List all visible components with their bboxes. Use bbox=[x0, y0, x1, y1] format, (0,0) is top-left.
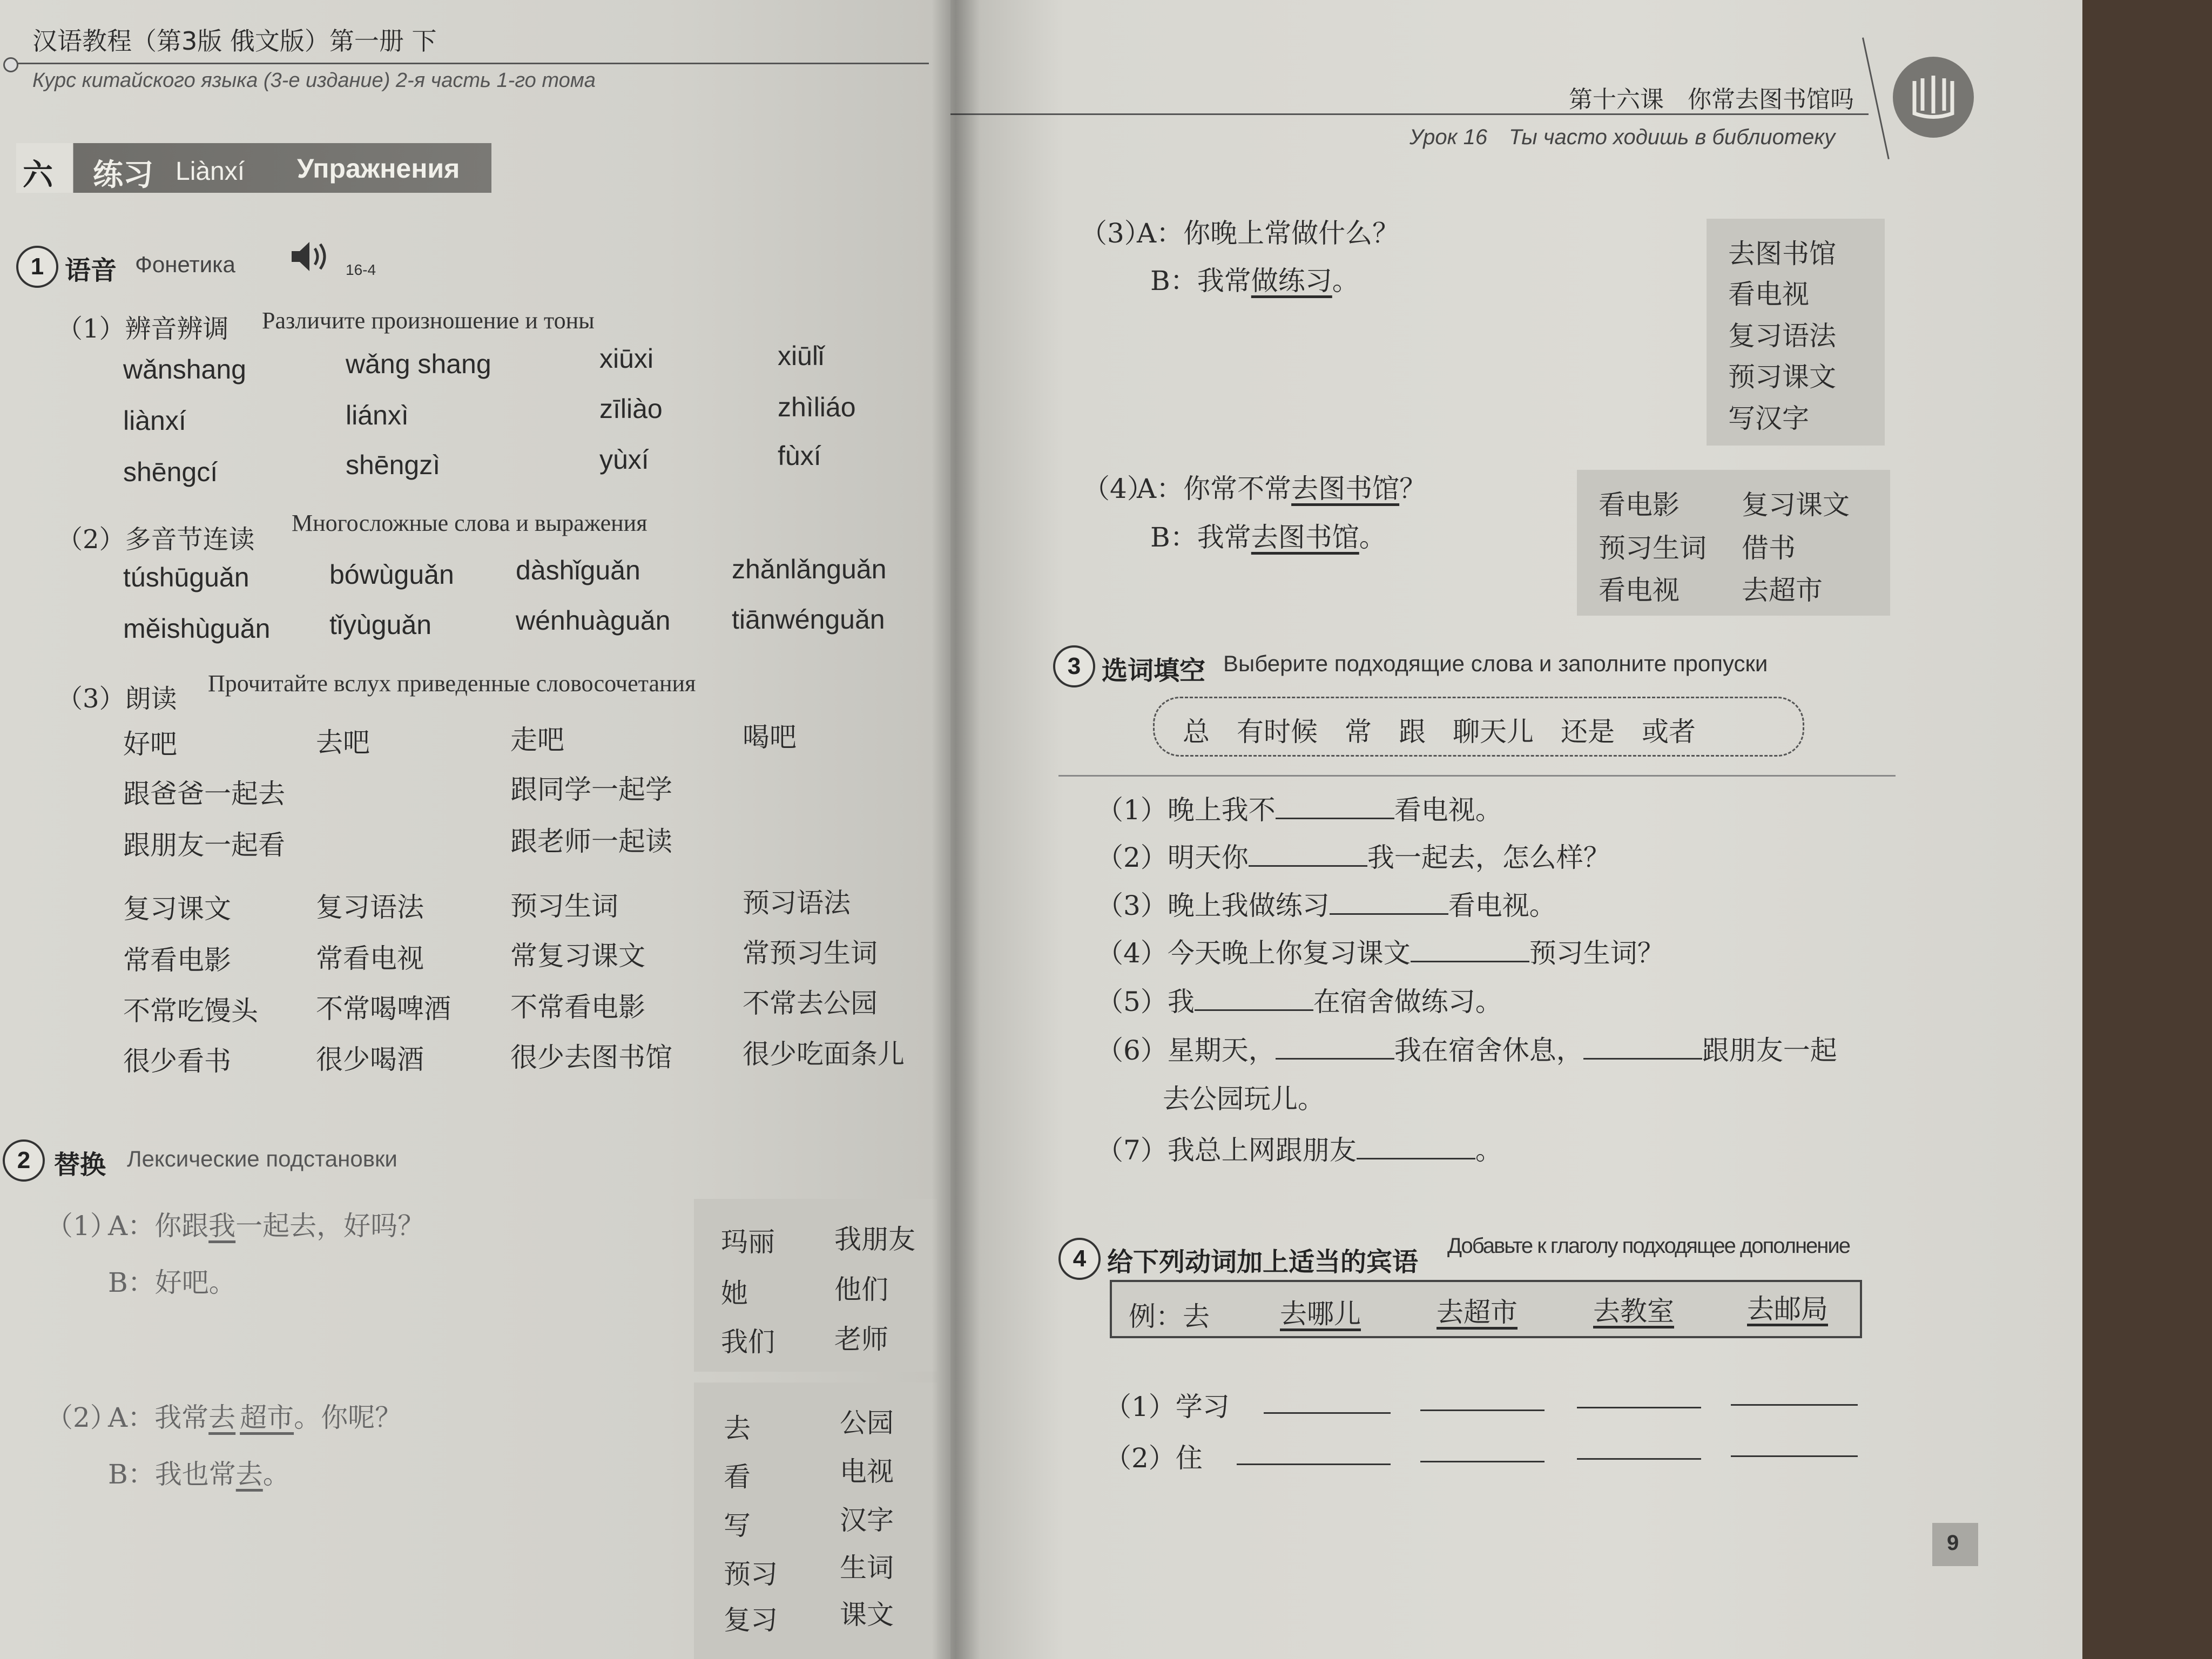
q3-box-4: 预习课文 bbox=[1728, 361, 1836, 393]
q3-box-3: 复习语法 bbox=[1728, 320, 1836, 352]
pinyin-5-2: tǐyùguǎn bbox=[329, 610, 432, 640]
pinyin-4-2: bówùguǎn bbox=[329, 559, 454, 590]
ex1-1-label: （1）辨音辨调 bbox=[57, 314, 229, 344]
grid-4-2: 很少喝酒 bbox=[316, 1044, 424, 1075]
q3-b bbox=[1150, 259, 1359, 298]
phrase-row1-3: 走吧 bbox=[510, 724, 564, 756]
phrase-pair1-1: 跟爸爸一起去 bbox=[123, 778, 285, 810]
example-item-1: 去哪儿 bbox=[1280, 1298, 1361, 1330]
ex2-2-box-2-1: 看 bbox=[724, 1461, 751, 1493]
fill-item-6: （6）星期天， 我在宿舍休息， 跟朋友一起 bbox=[1096, 1035, 1837, 1066]
q3-label: （3） bbox=[1080, 218, 1151, 249]
pinyin-5-1: měishùguǎn bbox=[123, 613, 271, 644]
ex2-2-b-post: 。 bbox=[262, 1459, 290, 1490]
section-pinyin: Liànxí bbox=[176, 157, 245, 186]
pinyin-3-2: shēngzì bbox=[346, 450, 441, 480]
example-item-4: 去邮局 bbox=[1747, 1293, 1828, 1325]
pinyin-1-1: wǎnshang bbox=[123, 354, 246, 385]
audio-track: 16-4 bbox=[346, 261, 376, 278]
pinyin-2-2: liánxì bbox=[346, 400, 409, 430]
fill-item-2: （2）明天你 我一起去，怎么样？ bbox=[1096, 842, 1610, 873]
ex2-2-a-pre: A：我常 bbox=[108, 1402, 209, 1433]
fill-item-7: （7）我总上网跟朋友 。 bbox=[1096, 1135, 1502, 1166]
fill-blank-7[interactable] bbox=[1357, 1136, 1475, 1159]
pinyin-2-1: liànxí bbox=[123, 406, 186, 436]
ex2-2-box-1-2: 公园 bbox=[840, 1407, 894, 1439]
exercise-3-title-cn: 选词填空 bbox=[1102, 656, 1206, 686]
fill-blank-1[interactable] bbox=[1276, 796, 1394, 819]
q4-box-3-2: 去超市 bbox=[1742, 575, 1823, 606]
grid-4-4: 很少吃面条儿 bbox=[743, 1038, 905, 1070]
header-rule bbox=[11, 63, 929, 64]
book-logo-icon bbox=[1893, 57, 1974, 138]
fill-item-3: （3）晚上我做练习 看电视。 bbox=[1096, 890, 1556, 921]
phrase-pair1-2: 跟同学一起学 bbox=[510, 774, 672, 805]
ex2-2-a-post: 。你呢？ bbox=[294, 1402, 402, 1433]
grid-3-4: 不常去公园 bbox=[743, 988, 878, 1019]
section-number: 六 bbox=[23, 158, 53, 193]
ex4-2-blank-4[interactable] bbox=[1731, 1455, 1858, 1457]
ex2-2-b bbox=[108, 1453, 290, 1492]
ex4-1-blank-3[interactable] bbox=[1577, 1407, 1701, 1408]
exercise-1-title-cn: 语音 bbox=[65, 255, 117, 286]
header-dot bbox=[3, 57, 18, 72]
exercise-2-title-cn: 替换 bbox=[54, 1150, 106, 1180]
right-header-slash bbox=[1862, 37, 1890, 159]
ex2-2-box-4-2: 生词 bbox=[840, 1552, 894, 1583]
pinyin-4-4: zhǎnlǎnguǎn bbox=[732, 554, 887, 584]
section-ru: Упражнения bbox=[297, 153, 460, 184]
ex2-1-box-1-1: 玛丽 bbox=[721, 1226, 775, 1258]
q4-b-post: 。 bbox=[1359, 522, 1386, 553]
ex3-rule bbox=[1058, 775, 1896, 777]
pinyin-1-2: wǎng shang bbox=[346, 349, 491, 379]
q4-box-2-2: 借书 bbox=[1742, 532, 1796, 564]
ex4-2-blank-3[interactable] bbox=[1577, 1458, 1701, 1460]
phrase-row1-2: 去吧 bbox=[316, 727, 370, 758]
section-cn: 练习 bbox=[93, 158, 153, 193]
fill-blank-6a[interactable] bbox=[1276, 1036, 1394, 1060]
word-bank-words: 总 有时候 常 跟 聊天儿 还是 或者 bbox=[1183, 716, 1696, 747]
grid-1-3: 预习生词 bbox=[510, 891, 618, 922]
exercise-2-title-ru: Лексические подстановки bbox=[127, 1146, 397, 1171]
exercise-4-title-cn: 给下列动词加上适当的宾语 bbox=[1107, 1247, 1419, 1277]
ex2-1-box-3-1: 我们 bbox=[721, 1326, 775, 1358]
ex4-2-blank-1[interactable] bbox=[1237, 1464, 1391, 1465]
fill-item-6-continued: 去公园玩儿。 bbox=[1163, 1083, 1325, 1115]
exercise-2-number: 2 bbox=[3, 1139, 45, 1182]
fill-blank-3[interactable] bbox=[1330, 892, 1448, 915]
ex2-2-box-3-2: 汉字 bbox=[840, 1505, 894, 1536]
pinyin-3-1: shēngcí bbox=[123, 457, 218, 487]
grid-2-4: 常预习生词 bbox=[743, 938, 878, 969]
fill-item-1: （1）晚上我不 看电视。 bbox=[1096, 794, 1502, 826]
example-label: 例：去 bbox=[1129, 1301, 1210, 1332]
page-number: 9 bbox=[1947, 1531, 1959, 1555]
grid-4-1: 很少看书 bbox=[123, 1046, 231, 1077]
left-header-cn: 汉语教程（第3版 俄文版）第一册 下 bbox=[32, 26, 437, 56]
right-header-ru: Урок 16 Ты часто ходишь в библиотеку bbox=[1410, 125, 1836, 149]
exercise-4-title-ru: Добавьте к глаголу подходящее дополнение bbox=[1447, 1234, 1850, 1258]
ex2-1-box-2-1: 她 bbox=[721, 1278, 748, 1309]
exercise-4-number: 4 bbox=[1058, 1238, 1101, 1280]
speaker-icon bbox=[289, 238, 338, 275]
q3-b-underlined: 做练习 bbox=[1251, 265, 1332, 296]
fill-item-4: （4）今天晚上你复习课文 预习生词？ bbox=[1096, 938, 1664, 969]
exercise-1-number: 1 bbox=[16, 246, 58, 288]
ex2-1-label: （1） bbox=[46, 1210, 117, 1242]
ex4-1-blank-4[interactable] bbox=[1731, 1404, 1858, 1406]
phrase-row1-4: 喝吧 bbox=[743, 721, 797, 753]
ex2-2-box-4-1: 预习 bbox=[724, 1559, 778, 1590]
example-item-2: 去超市 bbox=[1437, 1297, 1518, 1328]
grid-3-2: 不常喝啤酒 bbox=[316, 993, 451, 1024]
q3-box-2: 看电视 bbox=[1728, 279, 1809, 310]
grid-1-1: 复习课文 bbox=[123, 893, 231, 925]
ex2-2-b-underlined: 去 bbox=[235, 1459, 263, 1490]
q3-a: A：你晚上常做什么？ bbox=[1137, 218, 1400, 249]
q4-box-2-1: 预习生词 bbox=[1599, 532, 1707, 564]
q4-box-3-1: 看电视 bbox=[1599, 575, 1680, 606]
q4-a bbox=[1137, 467, 1426, 506]
ex2-1-b: B：好吧。 bbox=[108, 1267, 236, 1298]
q4-b-underlined: 去图书馆 bbox=[1251, 522, 1359, 553]
ex1-1-ru: Различите произношение и тоны bbox=[262, 307, 595, 334]
exercise-3-number: 3 bbox=[1053, 645, 1095, 687]
ex2-2-b-pre: B：我也常 bbox=[108, 1459, 236, 1490]
ex1-3-ru: Прочитайте вслух приведенные словосочетания bbox=[208, 670, 696, 697]
exercise-1-title-ru: Фонетика bbox=[135, 252, 235, 277]
q3-box-5: 写汉字 bbox=[1728, 403, 1809, 434]
ex2-2-box-5-2: 课文 bbox=[840, 1599, 894, 1630]
fill-blank-2[interactable] bbox=[1249, 844, 1367, 867]
q4-a-post: ？ bbox=[1399, 473, 1427, 504]
fill-item-5: （5）我 在宿舍做练习。 bbox=[1096, 986, 1502, 1017]
book-gutter-shadow bbox=[932, 0, 980, 1659]
right-page bbox=[950, 0, 2082, 1659]
ex2-1-a bbox=[108, 1204, 424, 1243]
pinyin-1-3: xiūxi bbox=[599, 343, 654, 374]
pinyin-2-3: zīliào bbox=[599, 394, 663, 424]
ex4-item-1: （1）学习 bbox=[1104, 1391, 1230, 1422]
fill-blank-6b[interactable] bbox=[1583, 1036, 1702, 1060]
pinyin-3-3: yùxí bbox=[599, 444, 649, 475]
ex2-1-box-1-2: 我朋友 bbox=[834, 1224, 915, 1255]
example-item-3: 去教室 bbox=[1593, 1296, 1674, 1327]
q3-box-1: 去图书馆 bbox=[1728, 238, 1836, 269]
q4-a-pre: A：你常不常 bbox=[1137, 473, 1292, 504]
q4-box-1-2: 复习课文 bbox=[1742, 489, 1850, 521]
ex4-1-blank-2[interactable] bbox=[1420, 1410, 1545, 1411]
ex4-1-blank-1[interactable] bbox=[1264, 1412, 1391, 1414]
pinyin-4-3: dàshǐguǎn bbox=[516, 555, 640, 585]
fill-blank-5[interactable] bbox=[1195, 988, 1313, 1011]
ex2-2-box-1-1: 去 bbox=[724, 1413, 751, 1444]
grid-1-2: 复习语法 bbox=[316, 892, 424, 923]
pinyin-5-3: wénhuàguǎn bbox=[516, 605, 671, 636]
q4-b bbox=[1150, 516, 1386, 555]
q3-b-post: 。 bbox=[1332, 265, 1359, 296]
ex1-3-label: （3）朗读 bbox=[57, 684, 177, 714]
ex2-2-a-ul2: 超市 bbox=[240, 1402, 294, 1433]
ex2-1-a-pre: A：你跟 bbox=[108, 1210, 209, 1242]
ex2-2-a bbox=[108, 1396, 402, 1435]
grid-4-3: 很少去图书馆 bbox=[510, 1042, 672, 1073]
ex1-2-label: （2）多音节连读 bbox=[57, 524, 255, 555]
ex2-2-a-ul1: 去 bbox=[208, 1402, 236, 1433]
ex2-1-a-underlined: 我 bbox=[208, 1210, 236, 1242]
grid-2-2: 常看电视 bbox=[316, 943, 424, 974]
ex2-2-box-2-2: 电视 bbox=[840, 1456, 894, 1487]
grid-2-3: 常复习课文 bbox=[510, 940, 645, 972]
q4-label: （4） bbox=[1083, 473, 1154, 504]
left-header-ru: Курс китайского языка (3-е издание) 2-я часть 1-го тома bbox=[32, 69, 596, 92]
phrase-pair2-1: 跟朋友一起看 bbox=[123, 830, 285, 861]
ex2-1-a-post: 一起去，好吗？ bbox=[235, 1210, 425, 1242]
q4-b-pre: B：我常 bbox=[1150, 522, 1251, 553]
phrase-row1-1: 好吧 bbox=[123, 729, 177, 760]
grid-1-4: 预习语法 bbox=[743, 887, 851, 919]
ex1-2-ru: Многосложные слова и выражения bbox=[292, 510, 648, 536]
pinyin-4-1: túshūguǎn bbox=[123, 562, 249, 592]
ex2-2-box-5-1: 复习 bbox=[724, 1604, 778, 1636]
grid-3-1: 不常吃馒头 bbox=[123, 995, 258, 1027]
fill-blank-4[interactable] bbox=[1411, 939, 1529, 962]
ex2-1-box-2-2: 他们 bbox=[834, 1274, 888, 1305]
ex4-2-blank-2[interactable] bbox=[1420, 1461, 1545, 1462]
right-header-rule bbox=[950, 113, 1869, 115]
exercise-3-title-ru: Выберите подходящие слова и заполните пропуски bbox=[1223, 651, 1768, 676]
ex2-2-label: （2） bbox=[46, 1402, 117, 1433]
grid-3-3: 不常看电影 bbox=[510, 992, 645, 1023]
ex4-item-2: （2）住 bbox=[1104, 1442, 1203, 1474]
q3-b-pre: B：我常 bbox=[1150, 265, 1251, 296]
left-page bbox=[0, 0, 950, 1659]
ex2-1-box-3-2: 老师 bbox=[834, 1324, 888, 1355]
table-background bbox=[2082, 0, 2212, 1659]
phrase-pair2-2: 跟老师一起读 bbox=[510, 826, 672, 857]
pinyin-5-4: tiānwénguǎn bbox=[732, 604, 885, 635]
q4-box-1-1: 看电影 bbox=[1599, 489, 1680, 521]
ex2-2-box-3-1: 写 bbox=[724, 1510, 751, 1541]
q4-a-underlined: 去图书馆 bbox=[1291, 473, 1400, 504]
grid-2-1: 常看电影 bbox=[123, 945, 231, 976]
right-header-cn: 第十六课 你常去图书馆吗 bbox=[1569, 86, 1854, 113]
pinyin-3-4: fùxí bbox=[778, 441, 821, 471]
pinyin-1-4: xiūlǐ bbox=[778, 341, 825, 371]
pinyin-2-4: zhìliáo bbox=[778, 392, 856, 422]
